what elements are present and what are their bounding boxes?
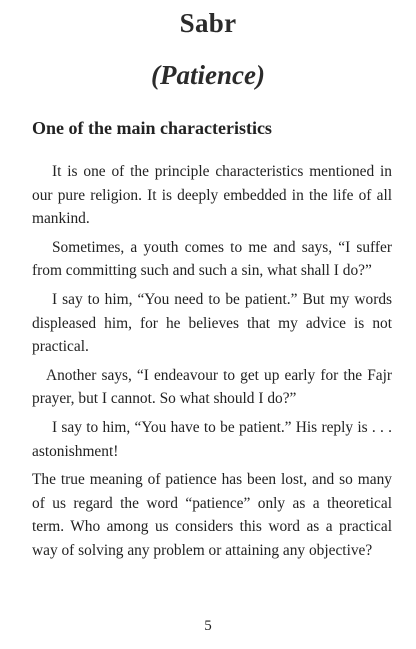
paragraph-6: The true meaning of patience has been lost, and so many of us regard the word “patience” only as a theoretical term. Who among us considers this word as a practical way of solving any problem or attaining any objective? — [32, 471, 392, 559]
page-number: 5 — [204, 618, 212, 634]
paragraph-2: Sometimes, a youth comes to me and says, “I suffer from committing such and such a sin, what shall I do?” — [32, 238, 392, 280]
chapter-title: Sabr — [179, 8, 237, 38]
paragraph-5: I say to him, “You have to be patient.” His reply is . . . astonishment! — [32, 418, 392, 460]
body-text — [32, 160, 392, 568]
chapter-subtitle: (Patience) — [151, 60, 265, 90]
paragraph-4: Another says, “I endeavour to get up early for the Fajr prayer, but I cannot. So what should I do?” — [32, 366, 392, 408]
paragraph-1: It is one of the principle characteristics mentioned in our pure religion. It is deeply embedded in the life of all mankind. — [32, 163, 392, 228]
paragraph-3: I say to him, “You need to be patient.” But my words displeased him, for he believes that my advice is not practical. — [32, 290, 392, 356]
section-heading: One of the main characteristics — [32, 118, 272, 138]
